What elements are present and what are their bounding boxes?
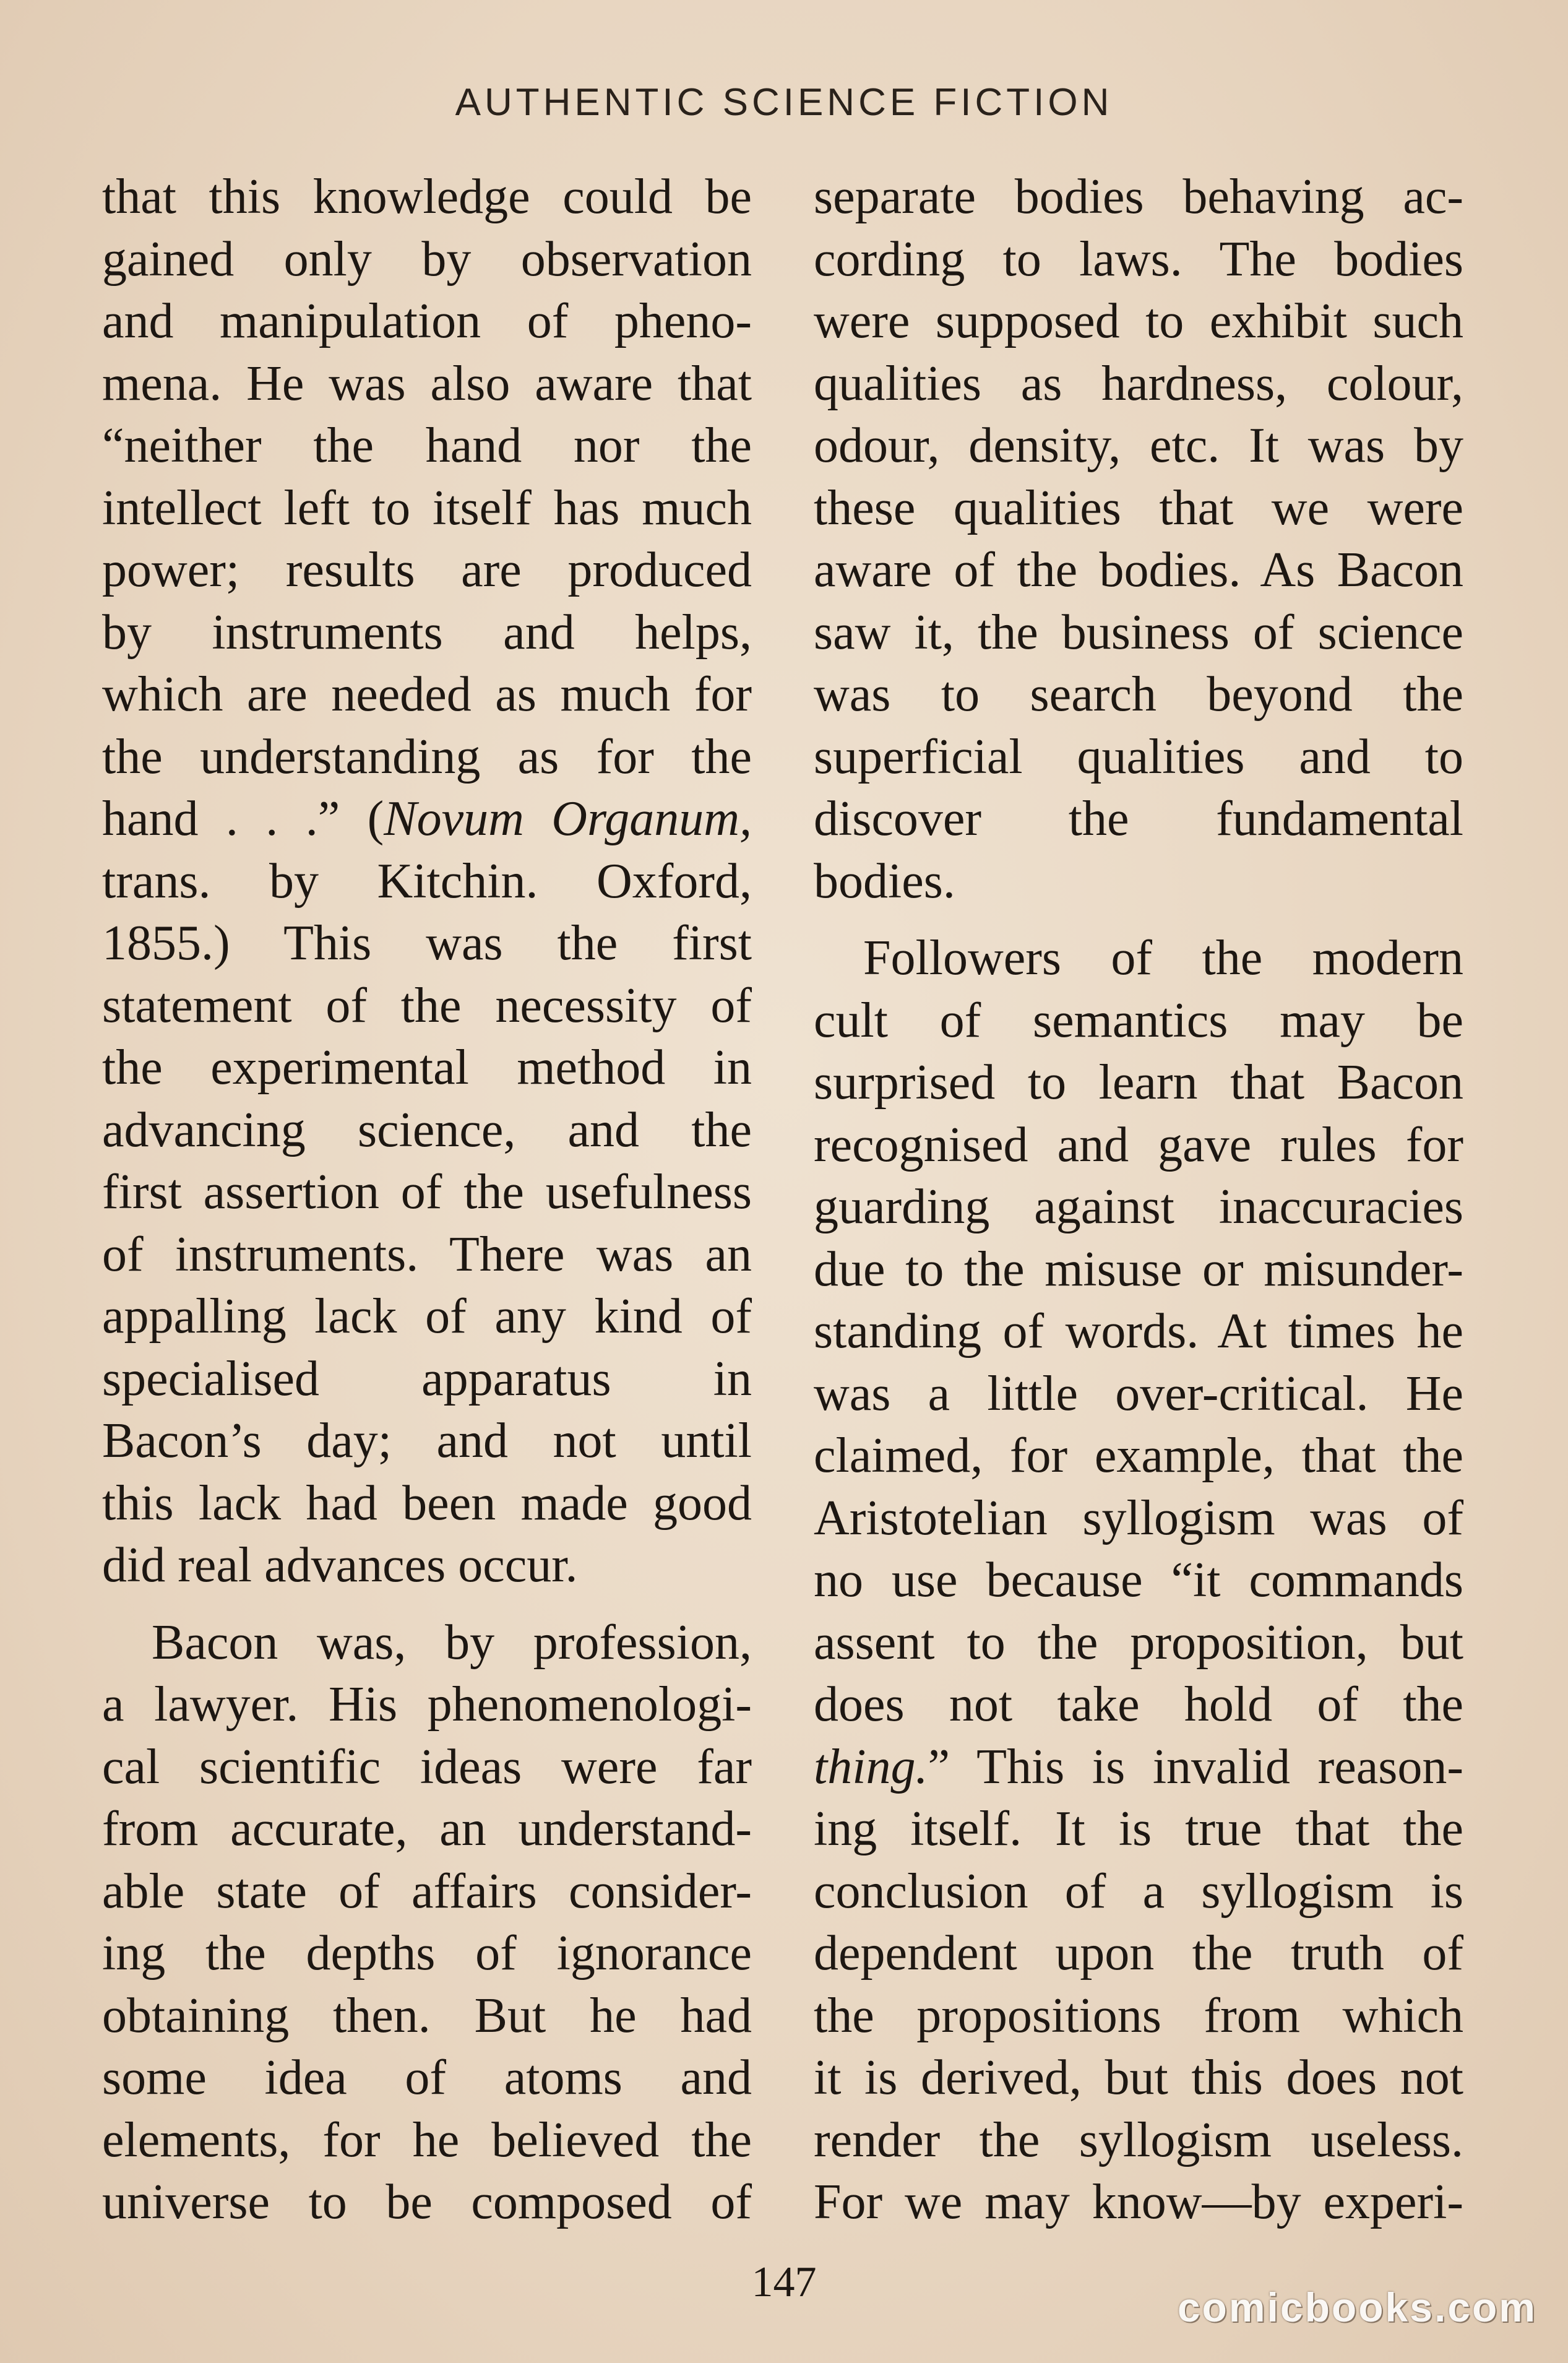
book-title: Novum Organum, — [384, 792, 752, 846]
text-line: that this knowledge could be — [102, 170, 752, 224]
paragraph — [814, 927, 1463, 2234]
text-line: aware of the bodies. As Bacon — [814, 543, 1463, 597]
text-line: some idea of atoms and — [102, 2050, 752, 2105]
text-fragment: hand . . .” ( — [102, 792, 384, 846]
text-line: elements, for he believed the — [102, 2112, 752, 2167]
text-line: this lack had been made good — [102, 1475, 752, 1531]
text-line: a lawyer. His phenomenologi- — [102, 1677, 752, 1732]
text-line: appalling lack of any kind of — [102, 1289, 752, 1344]
text-line: the understanding as for the — [102, 729, 752, 784]
text-line: the experimental method in — [102, 1040, 752, 1095]
text-line: discover the fundamental — [814, 792, 1463, 846]
text-line: ing itself. It is true that the — [814, 1802, 1463, 1856]
text-line: Aristotelian syllogism was of — [814, 1490, 1463, 1545]
text-line: render the syllogism useless. — [814, 2112, 1463, 2167]
text-line: trans. by Kitchin. Oxford, — [102, 853, 752, 909]
text-line: specialised apparatus in — [102, 1351, 752, 1406]
text-line: odour, density, etc. It was by — [814, 418, 1463, 473]
text-line: recognised and gave rules for — [814, 1117, 1463, 1172]
text-line — [102, 788, 752, 850]
page-number: 147 — [751, 2258, 817, 2306]
right-column — [814, 166, 1463, 2234]
text-line: the propositions from which — [814, 1988, 1463, 2043]
text-line: “neither the hand nor the — [102, 418, 752, 473]
text-line: dependent upon the truth of — [814, 1926, 1463, 1981]
text-line: conclusion of a syllogism is — [814, 1864, 1463, 1919]
text-line: Followers of the modern — [863, 931, 1463, 985]
emphasized-word: thing. — [814, 1739, 928, 1794]
text-line: from accurate, an understand- — [102, 1802, 752, 1856]
text-fragment: ” This is invalid reason- — [928, 1739, 1463, 1794]
text-line: 1855.) This was the first — [102, 916, 752, 970]
text-line: was to search beyond the — [814, 667, 1463, 722]
text-line: advancing science, and the — [102, 1102, 752, 1157]
text-line: qualities as hardness, colour, — [814, 356, 1463, 411]
text-line: guarding against inaccuracies — [814, 1180, 1463, 1234]
text-line: due to the misuse or misunder- — [814, 1242, 1463, 1297]
text-line: surprised to learn that Bacon — [814, 1055, 1463, 1110]
text-line: of instruments. There was an — [102, 1227, 752, 1282]
text-line: cal scientific ideas were far — [102, 1739, 752, 1794]
text-line: saw it, the business of science — [814, 605, 1463, 660]
text-line: which are needed as much for — [102, 667, 752, 722]
text-line: obtaining then. But he had — [102, 1988, 752, 2043]
text-line: by instruments and helps, — [102, 605, 752, 660]
text-line: power; results are produced — [102, 543, 752, 597]
text-line: assent to the proposition, but — [814, 1615, 1463, 1670]
text-line: superficial qualities and to — [814, 729, 1463, 784]
text-line: it is derived, but this does not — [814, 2050, 1463, 2105]
text-line: claimed, for example, that the — [814, 1428, 1463, 1483]
text-line: did real advances occur. — [102, 1538, 578, 1592]
text-line: cult of semantics may be — [814, 993, 1463, 1048]
text-line: were supposed to exhibit such — [814, 294, 1463, 348]
text-line: these qualities that we were — [814, 480, 1463, 535]
paragraph — [814, 166, 1463, 912]
text-line: no use because “it commands — [814, 1553, 1463, 1607]
text-line: cording to laws. The bodies — [814, 231, 1463, 287]
text-line: Bacon was, by profession, — [152, 1615, 752, 1670]
text-line: standing of words. At times he — [814, 1304, 1463, 1359]
text-line: bodies. — [814, 853, 955, 909]
paragraph-gap — [102, 1597, 752, 1612]
text-line: statement of the necessity of — [102, 978, 752, 1033]
text-line: first assertion of the usefulness — [102, 1165, 752, 1219]
watermark: comicbooks.com — [1177, 2284, 1537, 2330]
text-line — [814, 1736, 1463, 1799]
text-line: gained only by observation — [102, 231, 752, 287]
text-line: was a little over-critical. He — [814, 1366, 1463, 1421]
text-line: does not take hold of the — [814, 1677, 1463, 1732]
running-head: AUTHENTIC SCIENCE FICTION — [455, 81, 1113, 124]
left-column — [102, 166, 752, 2234]
text-line: and manipulation of pheno- — [102, 294, 752, 348]
text-line: ing the depths of ignorance — [102, 1926, 752, 1981]
text-line: For we may know—by experi- — [814, 2175, 1463, 2229]
text-line: separate bodies behaving ac- — [814, 170, 1463, 224]
text-line: intellect left to itself has much — [102, 480, 752, 535]
paragraph-gap — [814, 912, 1463, 927]
paragraph — [102, 1612, 752, 2234]
text-line: Bacon’s day; and not until — [102, 1414, 752, 1468]
text-line: able state of affairs consider- — [102, 1864, 752, 1919]
text-line: universe to be composed of — [102, 2175, 752, 2229]
paragraph — [102, 166, 752, 1597]
text-line: mena. He was also aware that — [102, 356, 752, 411]
